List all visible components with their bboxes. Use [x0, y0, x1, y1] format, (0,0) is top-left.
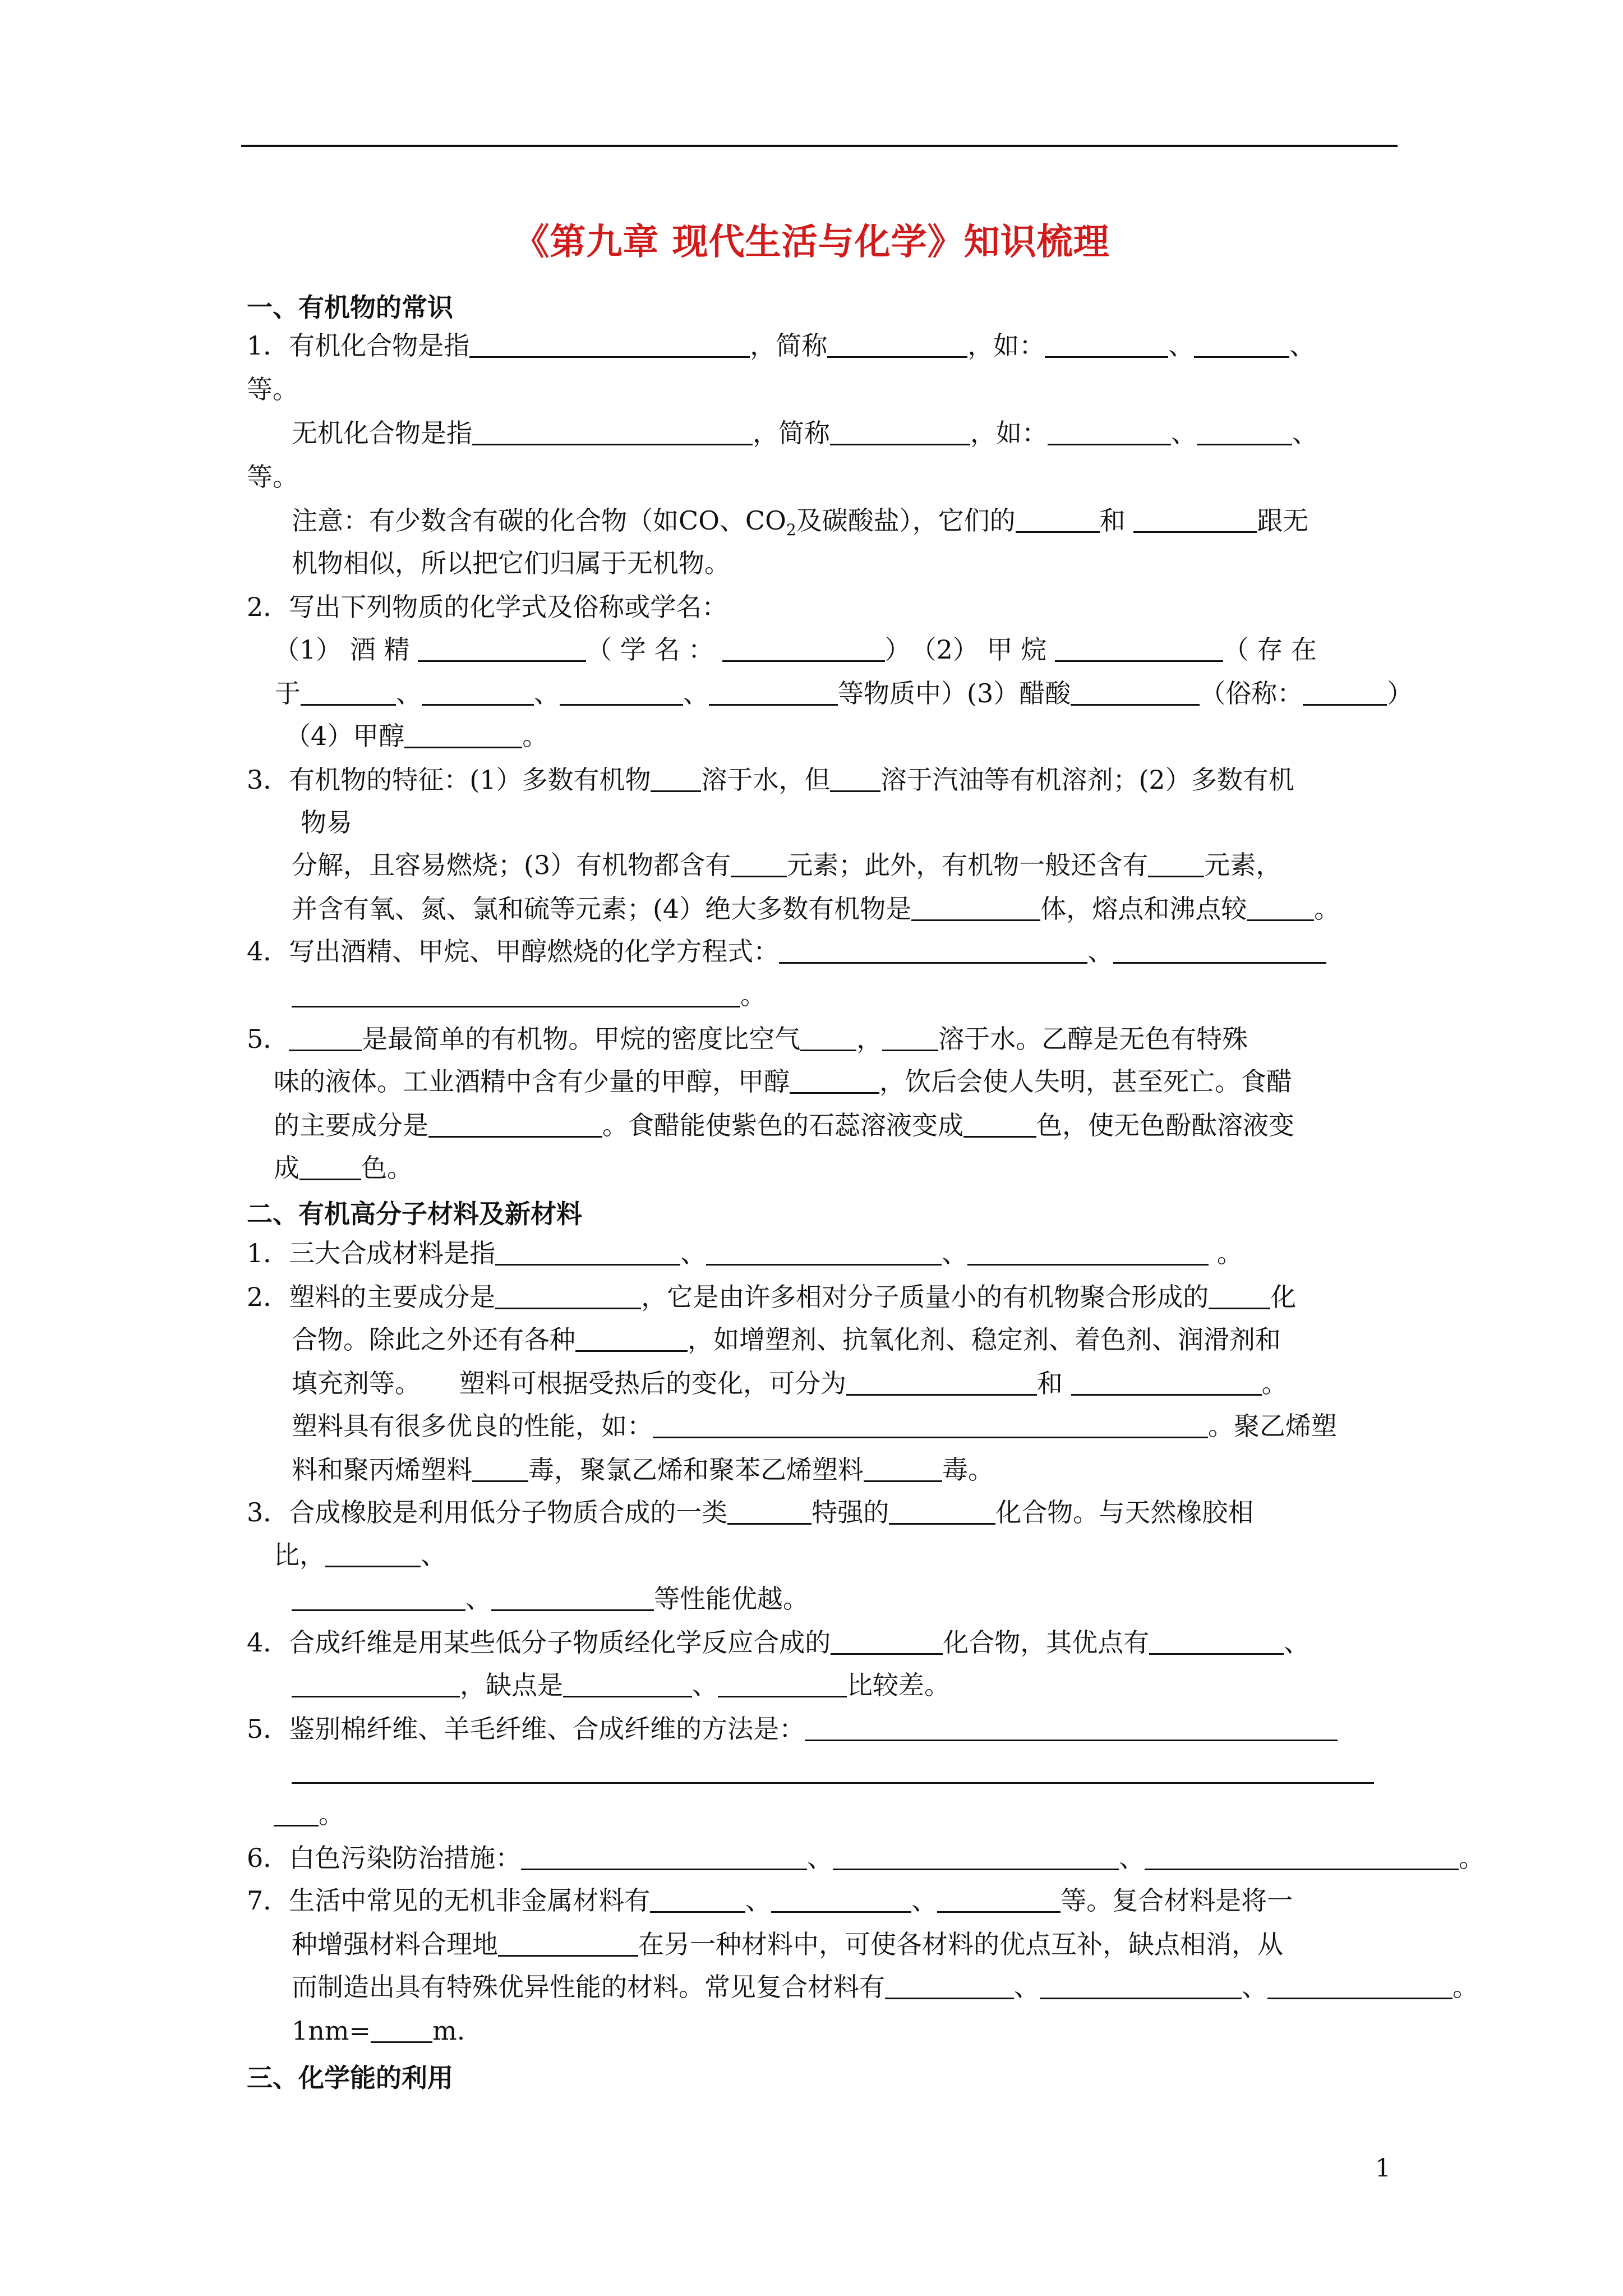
s2-line-4: 填充剂等。 塑料可根据受热后的变化，可分为 和 。: [292, 1368, 1288, 1398]
s1-line-10: （4）甲醇 。: [285, 721, 548, 751]
s2-line-16: 7．生活中常见的无机非金属材料有 、 、 等。复合材料是将一: [247, 1885, 1293, 1916]
s1-line-19: 的主要成分是 。食醋能使紫色的石蕊溶液变成 色，使无色酚酞溶液变: [274, 1110, 1294, 1140]
s1-line-15: 4．写出酒精、甲烷、甲醇燃烧的化学方程式： 、: [247, 935, 1326, 968]
s1-line-13: 分解，且容易燃烧；(3）有机物都含有 元素；此外，有机物一般还含有 元素，: [292, 850, 1282, 880]
s2-line-17: 种增强材料合理地 在另一种材料中，可使各材料的优点互补，缺点相消，从: [292, 1929, 1283, 1959]
s2-line-7: 3．合成橡胶是利用低分子物质合成的一类 特强的 化合物。与天然橡胶相: [247, 1497, 1254, 1527]
s1-line-18: 味的液体。工业酒精中含有少量的甲醇，甲醇 ，饮后会使人失明，甚至死亡。食醋: [274, 1066, 1292, 1097]
s2-line-10: 4．合成纤维是用某些低分子物质经化学反应合成的 化合物，其优点有 、: [247, 1627, 1310, 1658]
s2-line-11: ，缺点是 、 比较差。: [292, 1668, 950, 1702]
section-2-heading: 二、有机高分子材料及新材料: [247, 1199, 582, 1229]
section-3-heading: 三、化学能的利用: [247, 2063, 453, 2093]
s1-line-7: 2．写出下列物质的化学式及俗称或学名：: [247, 592, 728, 622]
s1-line-14: 并含有氧、氮、氯和硫等元素；(4）绝大多数有机物是 体，熔点和沸点较 。: [292, 894, 1340, 924]
s1-line-16: 。: [292, 978, 766, 1012]
s1-line-20: 成 色。: [274, 1153, 413, 1183]
s2-line-1: 1．三大合成材料是指 、 、 。: [247, 1238, 1243, 1268]
s1-line-9: 于 、 、 、 等物质中）(3）醋酸 （俗称： ）: [275, 678, 1413, 708]
s1-line-5: 注意：有少数含有碳的化合物（如CO、$CO_2$及碳酸盐），它们的 和 跟无: [292, 505, 1309, 540]
page-title: 《第九章 现代生活与化学》知识梳理: [513, 221, 1110, 263]
s1-line-3: 无机化合物是指 ，简称 ，如： 、 、: [292, 418, 1318, 448]
s2-line-19: 1nm= m.: [292, 2016, 465, 2046]
s2-line-3: 合物。除此之外还有各种 ，如增塑剂、抗氧化剂、稳定剂、着色剂、润滑剂和: [292, 1324, 1281, 1355]
s2-line-8: 比， 、: [274, 1540, 446, 1570]
s2-line-13: [292, 1755, 1374, 1788]
page-number: 1: [1375, 2154, 1391, 2183]
header-rule: [241, 145, 1398, 147]
s1-line-8: （1） 酒 精 （ 学 名 ： ） （2） 甲 烷 （ 存 在: [274, 634, 1317, 665]
s2-line-18: 而制造出具有特殊优异性能的材料。常见复合材料有 、 、 。: [292, 1972, 1478, 2002]
s2-line-6: 料和聚丙烯塑料 毒，聚氯乙烯和聚苯乙烯塑料 毒。: [292, 1455, 994, 1485]
s2-line-2: 2．塑料的主要成分是 ，它是由许多相对分子质量小的有机物聚合形成的 化: [247, 1282, 1297, 1312]
s1-line-17: 5． 是最简单的有机物。甲烷的密度比空气 ， 溶于水。乙醇是无色有特殊: [247, 1024, 1248, 1054]
s2-line-14: 。: [274, 1797, 344, 1831]
s2-line-12: 5．鉴别棉纤维、羊毛纤维、合成纤维的方法是：: [247, 1712, 1338, 1746]
s2-line-15: 6．白色污染防治措施： 、 、 。: [247, 1843, 1485, 1873]
s1-line-4: 等。: [247, 462, 298, 492]
s2-line-9: 、 等性能优越。: [292, 1582, 809, 1616]
s2-line-5: 塑料具有很多优良的性能，如： 。聚乙烯塑: [292, 1411, 1337, 1441]
s1-line-12: 物易: [301, 807, 352, 838]
s1-line-11: 3．有机物的特征：(1）多数有机物 溶于水，但 溶于汽油等有机溶剂；(2）多数有机: [247, 765, 1294, 795]
s1-line-6: 机物相似，所以把它们归属于无机物。: [292, 548, 730, 578]
s1-line-2: 等。: [247, 374, 298, 404]
section-1-heading: 一、有机物的常识: [247, 292, 453, 323]
s1-line-1: 1．有机化合物是指 ，简称 ，如： 、 、: [247, 330, 1316, 361]
